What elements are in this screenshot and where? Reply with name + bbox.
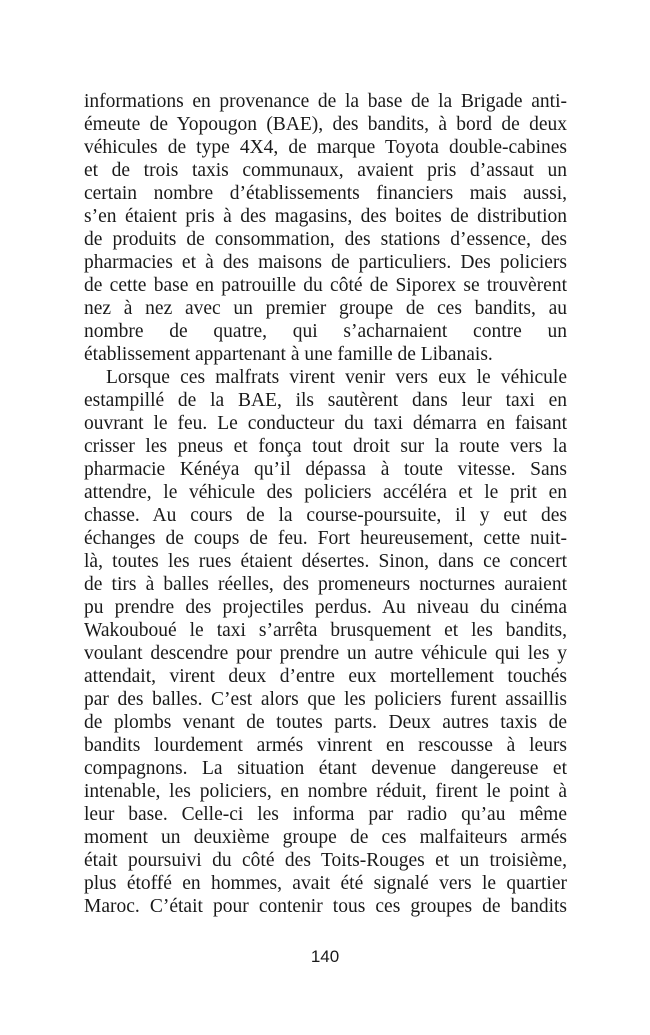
text-line: était poursuivi du côté des Toits-Rouges et un troisième,: [84, 850, 567, 871]
text-line: nombre de quatre, qui s’acharnaient contre un: [84, 321, 567, 342]
text-line: Wakouboué le taxi s’arrêta brusquement et les bandits,: [84, 620, 567, 641]
text-line: pharmacies et à des maisons de particuliers. Des policiers: [84, 252, 567, 273]
text-line: chasse. Au cours de la course-poursuite, il y eut des: [84, 505, 567, 526]
text-line: intenable, les policiers, en nombre réduit, firent le point à: [84, 781, 567, 802]
text-line: de cette base en patrouille du côté de Siporex se trouvèrent: [84, 275, 567, 296]
text-line: échanges de coups de feu. Fort heureusement, cette nuit-: [84, 528, 567, 549]
text-line: Maroc. C’était pour contenir tous ces groupes de bandits: [84, 896, 567, 917]
text-line: et de trois taxis communaux, avaient pris d’assaut un: [84, 160, 567, 181]
text-line: estampillé de la BAE, ils sautèrent dans leur taxi en: [84, 390, 567, 411]
text-line: bandits lourdement armés vinrent en rescousse à leurs: [84, 735, 567, 756]
text-line: voulant descendre pour prendre un autre véhicule qui les y: [84, 643, 567, 664]
text-line: par des balles. C’est alors que les policiers furent assaillis: [84, 689, 567, 710]
paragraph: [84, 90, 567, 366]
page-number: 140: [310, 947, 340, 966]
text-line: établissement appartenant à une famille de Libanais.: [84, 344, 493, 365]
text-line: leur base. Celle-ci les informa par radio qu’au même: [84, 804, 567, 825]
text-line: de tirs à balles réelles, des promeneurs nocturnes auraient: [84, 574, 567, 595]
text-line: ouvrant le feu. Le conducteur du taxi démarra en faisant: [84, 413, 567, 434]
text-line: émeute de Yopougon (BAE), des bandits, à bord de deux: [84, 114, 567, 135]
text-line: moment un deuxième groupe de ces malfaiteurs armés: [84, 827, 567, 848]
body-text: [84, 90, 567, 918]
text-line: là, toutes les rues étaient désertes. Sinon, dans ce concert: [84, 551, 567, 572]
text-line: nez à nez avec un premier groupe de ces bandits, au: [84, 298, 567, 319]
text-line: attendait, virent deux d’entre eux mortellement touchés: [84, 666, 567, 687]
text-line: informations en provenance de la base de la Brigade anti-: [84, 91, 567, 112]
text-line: véhicules de type 4X4, de marque Toyota double-cabines: [84, 137, 567, 158]
text-line: attendre, le véhicule des policiers accéléra et le prit en: [84, 482, 567, 503]
text-line: Lorsque ces malfrats virent venir vers eux le véhicule: [106, 367, 567, 388]
text-line: pharmacie Kénéya qu’il dépassa à toute vitesse. Sans: [84, 459, 567, 480]
text-line: s’en étaient pris à des magasins, des boites de distribution: [84, 206, 567, 227]
text-line: crisser les pneus et fonça tout droit sur la route vers la: [84, 436, 567, 457]
text-line: pu prendre des projectiles perdus. Au niveau du cinéma: [84, 597, 567, 618]
text-line: certain nombre d’établissements financiers mais aussi,: [84, 183, 567, 204]
text-line: de plombs venant de toutes parts. Deux autres taxis de: [84, 712, 567, 733]
text-line: plus étoffé en hommes, avait été signalé vers le quartier: [84, 873, 567, 894]
paragraph: [84, 366, 567, 918]
text-line: compagnons. La situation étant devenue dangereuse et: [84, 758, 567, 779]
text-line: de produits de consommation, des stations d’essence, des: [84, 229, 567, 250]
